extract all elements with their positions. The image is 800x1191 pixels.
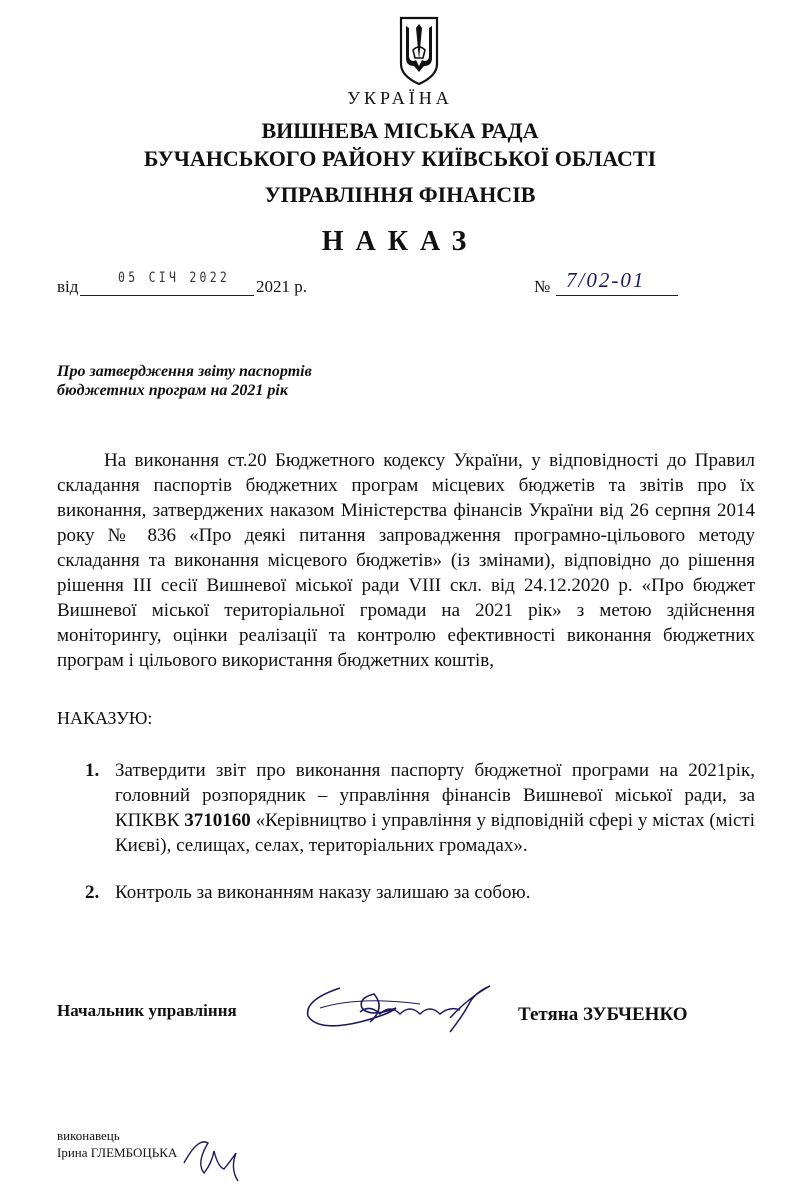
- date-prefix: від: [57, 277, 79, 296]
- subject-line: бюджетних програм на 2021 рік: [57, 382, 288, 399]
- item-text: Контроль за виконанням наказу залишаю за собою.: [115, 882, 531, 903]
- number-label: №: [534, 277, 551, 296]
- item-number: 1.: [85, 760, 100, 781]
- item-text: Затвердити звіт про виконання паспорту бюджетної програми на 2021рік, головний розпорядник – управління фінансів Вишневої міської ради, за КПКВК 3710160 «Керівництво і управління у відповідній сфері у містах (місті Києві), селищах, селах, територіальних громадах».: [115, 760, 755, 856]
- country-name: УКРАЇНА: [347, 88, 453, 108]
- order-word: НАКАЗУЮ:: [57, 708, 153, 728]
- signatory-title: Начальник управління: [57, 1001, 237, 1020]
- order-item: [57, 758, 755, 858]
- number-underline: [556, 295, 678, 296]
- document-number: 7/02-01: [566, 268, 646, 292]
- coat-of-arms-icon: [398, 14, 440, 86]
- document-type: НАКАЗ: [321, 226, 479, 257]
- date-stamp: 05 СІЧ 2022: [118, 270, 231, 286]
- organization-name: ВИШНЕВА МІСЬКА РАДА: [261, 118, 539, 143]
- department-name: УПРАВЛІННЯ ФІНАНСІВ: [264, 182, 536, 207]
- item-number: 2.: [85, 882, 100, 903]
- signatory-name: Тетяна ЗУБЧЕНКО: [518, 1004, 688, 1025]
- executor-signature: [178, 1133, 248, 1185]
- executor-name: Ірина ГЛЕМБОЦЬКА: [57, 1145, 178, 1160]
- executor-label: виконавець: [57, 1128, 120, 1143]
- preamble-paragraph: На виконання ст.20 Бюджетного кодексу України, у відповідності до Правил складання паспортів бюджетних програм місцевих бюджетів та звітів про їх виконання, затверджених наказом Міністерства фінансів України від 26 серпня 2014 року № 836 «Про деякі питання запровадження програмно-цільового методу складання та виконання місцевого бюджетів» (із змінами), відповідно до рішення рішення ІІІ сесії Вишневої міської ради VIII скл. від 24.12.2020 р. «Про бюджет Вишневої міської територіальної громади на 2021 рік» з метою здійснення моніторингу, оцінки реалізації та контролю ефективності виконання бюджетних програм і цільового використання бюджетних коштів,: [57, 450, 755, 671]
- order-subject: [57, 362, 417, 400]
- subject-line: Про затвердження звіту паспортів: [57, 363, 312, 380]
- date-underline: [80, 295, 254, 296]
- order-item: [57, 880, 755, 905]
- organization-region: БУЧАНСЬКОГО РАЙОНУ КИЇВСЬКОЇ ОБЛАСТІ: [143, 146, 657, 171]
- date-year: 2021 р.: [256, 277, 307, 296]
- handwritten-signature: [300, 978, 500, 1038]
- budget-code: 3710160: [184, 810, 251, 831]
